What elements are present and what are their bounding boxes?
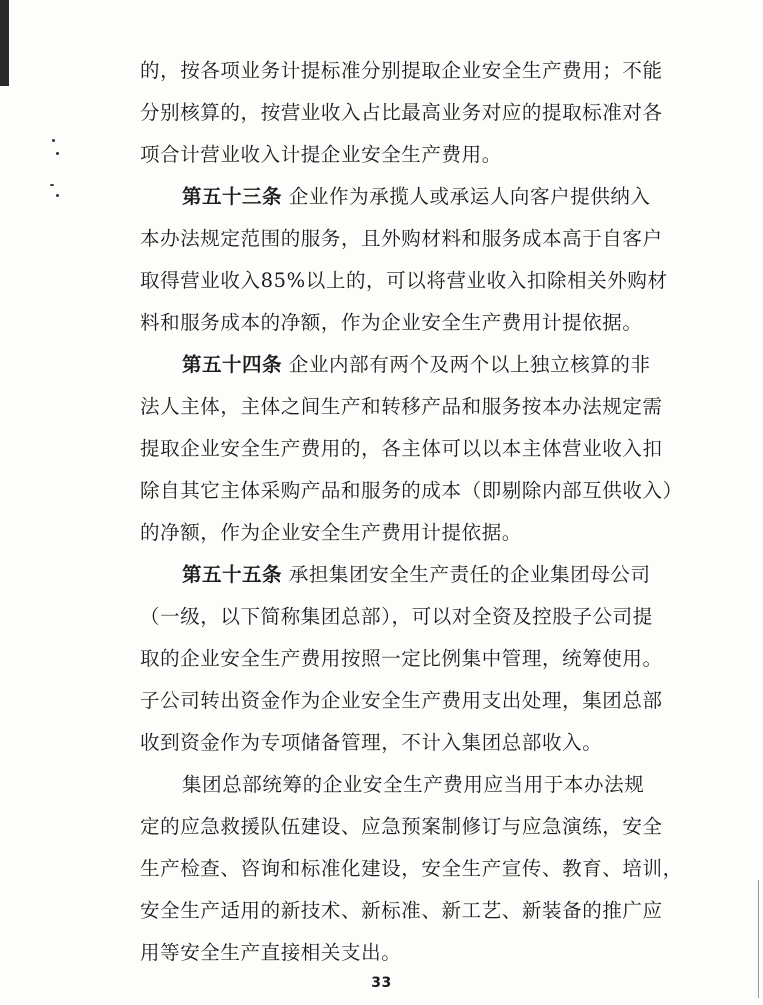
text-line: 用等安全生产直接相关支出。 — [140, 941, 402, 964]
text-line: 除自其它主体采购产品和服务的成本（即剔除内部互供收入） — [140, 479, 683, 502]
text-line: 定的应急救援队伍建设、应急预案制修订与应急演练，安全 — [140, 815, 663, 838]
text-line: 分别核算的，按营业收入占比最高业务对应的提取标准对各 — [140, 101, 663, 124]
text-line: 取的企业安全生产费用按照一定比例集中管理，统筹使用。 — [140, 647, 663, 670]
article-heading: 第五十五条 — [182, 563, 283, 586]
text-line: 取得营业收入85%以上的，可以将营业收入扣除相关外购材 — [140, 269, 668, 292]
text-line: 收到资金作为专项储备管理，不计入集团总部收入。 — [140, 731, 603, 754]
article-heading: 第五十三条 — [182, 185, 283, 208]
text-line: 的，按各项业务计提标准分别提取企业安全生产费用；不能 — [140, 59, 663, 82]
text-span: 企业作为承揽人或承运人向客户提供纳入 — [288, 185, 651, 208]
text-line: 提取企业安全生产费用的，各主体可以以本主体营业收入扣 — [140, 437, 663, 460]
text-line: 的净额，作为企业安全生产费用计提依据。 — [140, 521, 522, 544]
text-line: 安全生产适用的新技术、新标准、新工艺、新装备的推广应 — [140, 899, 663, 922]
text-line: 项合计营业收入计提企业安全生产费用。 — [140, 143, 502, 166]
text-span: 企业内部有两个及两个以上独立核算的非 — [288, 353, 651, 376]
text-line: 子公司转出资金作为企业安全生产费用支出处理，集团总部 — [140, 689, 663, 712]
text-line: 法人主体，主体之间生产和转移产品和服务按本办法规定需 — [140, 395, 663, 418]
article-54-line — [182, 352, 651, 378]
article-heading: 第五十四条 — [182, 353, 283, 376]
article-55-line — [182, 562, 651, 588]
text-span: 承担集团安全生产责任的企业集团母公司 — [288, 563, 651, 586]
text-line: 集团总部统筹的企业安全生产费用应当用于本办法规 — [182, 773, 645, 796]
article-53-line — [182, 184, 651, 210]
text-line: （一级，以下简称集团总部），可以对全资及控股子公司提 — [140, 605, 653, 628]
page-number: 33 — [371, 975, 392, 991]
text-line: 料和服务成本的净额，作为企业安全生产费用计提依据。 — [140, 311, 643, 334]
text-line: 本办法规定范围的服务，且外购材料和服务成本高于自客户 — [140, 227, 663, 250]
text-line: 生产检查、咨询和标准化建设，安全生产宣传、教育、培训， — [140, 857, 683, 880]
